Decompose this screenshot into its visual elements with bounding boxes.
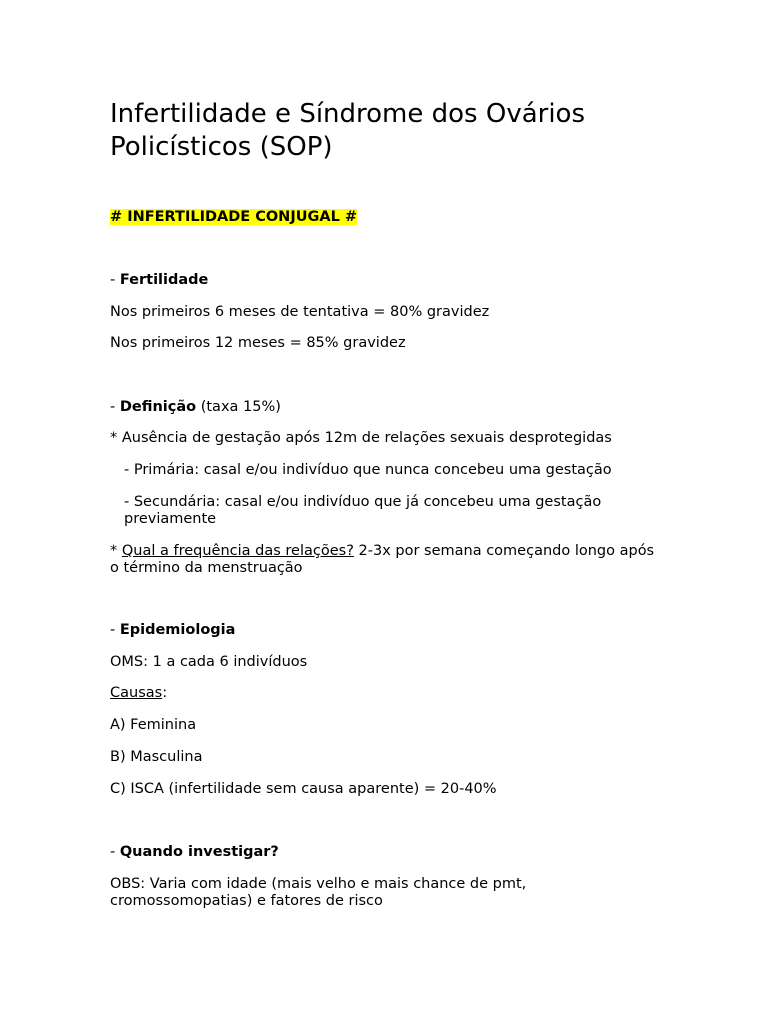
definicao-rate: (taxa 15%) [196,399,281,415]
bullet-star: * [110,543,122,559]
causa-c: C) ISCA (infertilidade sem causa aparente) = 20-40% [110,781,497,797]
fertilidade-heading: Fertilidade [119,272,209,288]
quando-heading-paragraph [110,844,670,861]
fertilidade-line-2: Nos primeiros 12 meses = 85% gravidez [110,335,406,351]
epidemiologia-heading: Epidemiologia [119,622,236,638]
causa-b: B) Masculina [110,749,203,765]
quando-heading: Quando investigar? [119,844,279,860]
causa-a: A) Feminina [110,717,197,733]
definicao-line-1: * Ausência de gestação após 12m de relações sexuais desprotegidas [110,430,612,446]
bullet-dash: - [110,844,120,860]
definicao-secundaria-text: - Secundária: casal e/ou indivíduo que já concebeu uma gestação previamente [124,494,602,527]
causas-label: Causas [110,685,163,701]
document-title: Infertilidade e Síndrome dos Ovários Policísticos (SOP) [110,99,586,162]
causas-paragraph [110,685,670,702]
causas-colon: : [162,685,168,701]
definicao-secundaria [110,494,670,528]
epidemiologia-oms: OMS: 1 a cada 6 indivíduos [110,654,308,670]
frequencia-answer: 2-3x por semana começando longo após o término da menstruação [110,543,655,576]
frequencia-question: Qual a frequência das relações? [121,543,354,559]
bullet-dash: - [110,622,120,638]
epidemiologia-heading-paragraph [110,622,670,639]
bullet-dash: - [110,272,120,288]
quando-obs: OBS: Varia com idade (mais velho e mais chance de pmt, cromossomopatias) e fatores de risco [110,876,527,909]
section-heading-paragraph [110,209,670,226]
bullet-dash: - [110,399,120,415]
definicao-heading: Definição [119,399,197,415]
section-heading: # INFERTILIDADE CONJUGAL # [110,209,358,225]
definicao-frequencia [110,543,655,577]
definicao-primaria: - Primária: casal e/ou indivíduo que nunca concebeu uma gestação [124,462,612,478]
fertilidade-heading-paragraph [110,272,670,289]
definicao-heading-paragraph [110,399,670,416]
fertilidade-line-1: Nos primeiros 6 meses de tentativa = 80% gravidez [110,304,490,320]
